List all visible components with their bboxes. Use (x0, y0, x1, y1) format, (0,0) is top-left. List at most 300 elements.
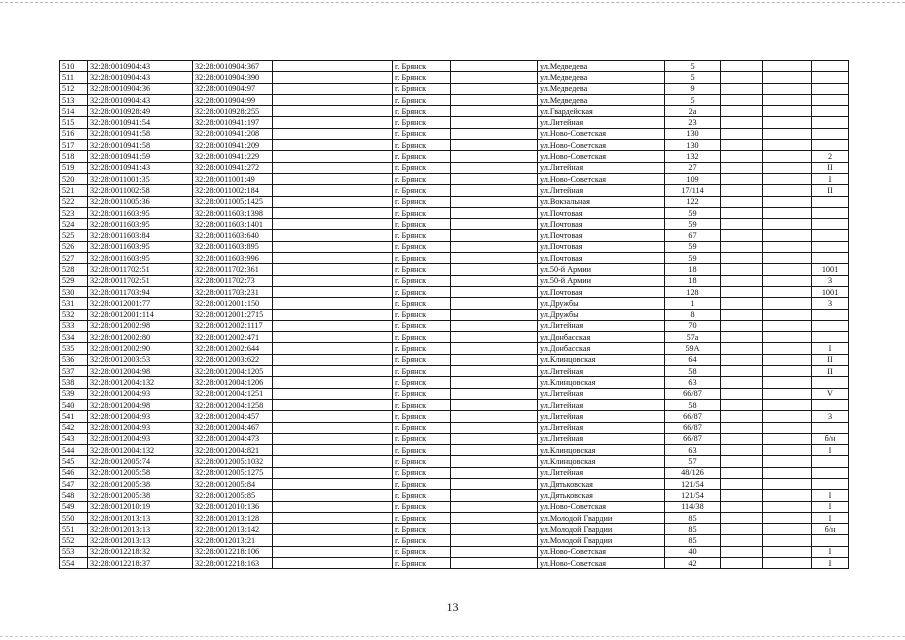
blank-cell-a (273, 162, 393, 173)
cadastral-number-cell: 32:28:0011603:1398 (193, 207, 273, 218)
cadastral-number-cell: 32:28:0012002:471 (193, 332, 273, 343)
street-cell: ул.Литейная (538, 320, 665, 331)
house-number-cell: 63 (665, 377, 721, 388)
cadastral-block-cell: 32:28:0011603:95 (88, 253, 193, 264)
blank-cell-d (763, 61, 812, 72)
blank-cell-a (273, 219, 393, 230)
city-cell: г. Брянск (393, 61, 451, 72)
apartment-cell: I (812, 546, 849, 557)
blank-cell-a (273, 106, 393, 117)
apartment-cell (812, 140, 849, 151)
street-cell: ул.Почтовая (538, 286, 665, 297)
table-row (60, 253, 849, 264)
cadastral-number-cell: 32:28:0012001:2715 (193, 309, 273, 320)
cadastral-number-cell: 32:28:0011702:361 (193, 264, 273, 275)
row-number-cell: 517 (60, 140, 88, 151)
city-cell: г. Брянск (393, 411, 451, 422)
blank-cell-a (273, 467, 393, 478)
street-cell: ул.Гвардейская (538, 106, 665, 117)
city-cell: г. Брянск (393, 388, 451, 399)
apartment-cell (812, 478, 849, 489)
blank-cell-c (721, 399, 763, 410)
blank-cell-b (451, 185, 538, 196)
apartment-cell: II (812, 354, 849, 365)
cadastral-block-cell: 32:28:0010941:58 (88, 128, 193, 139)
blank-cell-b (451, 478, 538, 489)
blank-cell-c (721, 106, 763, 117)
street-cell: ул.Ново-Советская (538, 173, 665, 184)
blank-cell-a (273, 546, 393, 557)
house-number-cell: 40 (665, 546, 721, 557)
blank-cell-b (451, 219, 538, 230)
apartment-cell (812, 128, 849, 139)
street-cell: ул.Ново-Советская (538, 501, 665, 512)
table-row (60, 298, 849, 309)
city-cell: г. Брянск (393, 162, 451, 173)
blank-cell-a (273, 490, 393, 501)
blank-cell-c (721, 524, 763, 535)
apartment-cell: 1001 (812, 264, 849, 275)
cadastral-number-cell: 32:28:0010941:209 (193, 140, 273, 151)
cadastral-number-cell: 32:28:0012004:1251 (193, 388, 273, 399)
row-number-cell: 548 (60, 490, 88, 501)
house-number-cell: 57 (665, 456, 721, 467)
street-cell: ул.Почтовая (538, 207, 665, 218)
blank-cell-c (721, 286, 763, 297)
blank-cell-c (721, 433, 763, 444)
blank-cell-a (273, 558, 393, 569)
cadastral-block-cell: 32:28:0012004:132 (88, 377, 193, 388)
cadastral-block-cell: 32:28:0011702:51 (88, 275, 193, 286)
cadastral-block-cell: 32:28:0010904:36 (88, 83, 193, 94)
row-number-cell: 529 (60, 275, 88, 286)
blank-cell-d (763, 558, 812, 569)
blank-cell-d (763, 264, 812, 275)
row-number-cell: 522 (60, 196, 88, 207)
row-number-cell: 543 (60, 433, 88, 444)
street-cell: ул.Вокзальная (538, 196, 665, 207)
street-cell: ул.Клинцовская (538, 445, 665, 456)
city-cell: г. Брянск (393, 422, 451, 433)
street-cell: ул.Ново-Советская (538, 140, 665, 151)
city-cell: г. Брянск (393, 94, 451, 105)
house-number-cell: 59 (665, 253, 721, 264)
house-number-cell: 2а (665, 106, 721, 117)
street-cell: ул.Почтовая (538, 241, 665, 252)
blank-cell-c (721, 151, 763, 162)
city-cell: г. Брянск (393, 253, 451, 264)
table-row (60, 512, 849, 523)
apartment-cell: 2 (812, 151, 849, 162)
row-number-cell: 514 (60, 106, 88, 117)
cadastral-number-cell: 32:28:0012002:1117 (193, 320, 273, 331)
row-number-cell: 552 (60, 535, 88, 546)
table-row (60, 83, 849, 94)
blank-cell-a (273, 298, 393, 309)
house-number-cell: 8 (665, 309, 721, 320)
blank-cell-a (273, 366, 393, 377)
cadastral-block-cell: 32:28:0011702:51 (88, 264, 193, 275)
house-number-cell: 5 (665, 61, 721, 72)
cadastral-block-cell: 32:28:0012005:58 (88, 467, 193, 478)
blank-cell-b (451, 264, 538, 275)
street-cell: ул.Донбасская (538, 332, 665, 343)
scan-edge-top (0, 2, 905, 4)
street-cell: ул.Литейная (538, 388, 665, 399)
apartment-cell: 3 (812, 275, 849, 286)
street-cell: ул.Ново-Советская (538, 128, 665, 139)
blank-cell-c (721, 298, 763, 309)
cadastral-block-cell: 32:28:0011603:95 (88, 207, 193, 218)
blank-cell-b (451, 72, 538, 83)
cadastral-block-cell: 32:28:0012002:90 (88, 343, 193, 354)
city-cell: г. Брянск (393, 399, 451, 410)
blank-cell-a (273, 128, 393, 139)
city-cell: г. Брянск (393, 433, 451, 444)
apartment-cell (812, 456, 849, 467)
cadastral-block-cell: 32:28:0011603:95 (88, 241, 193, 252)
house-number-cell: 59А (665, 343, 721, 354)
apartment-cell: 1001 (812, 286, 849, 297)
blank-cell-c (721, 343, 763, 354)
table-row (60, 241, 849, 252)
street-cell: ул.Литейная (538, 366, 665, 377)
apartment-cell (812, 535, 849, 546)
cadastral-number-cell: 32:28:0010928:255 (193, 106, 273, 117)
cadastral-number-cell: 32:28:0012001:150 (193, 298, 273, 309)
house-number-cell: 63 (665, 445, 721, 456)
blank-cell-d (763, 241, 812, 252)
row-number-cell: 510 (60, 61, 88, 72)
house-number-cell: 130 (665, 140, 721, 151)
table-row (60, 433, 849, 444)
table-row (60, 185, 849, 196)
blank-cell-a (273, 275, 393, 286)
table-row (60, 411, 849, 422)
table-row (60, 422, 849, 433)
table-row (60, 388, 849, 399)
apartment-cell: 3 (812, 298, 849, 309)
apartment-cell: I (812, 173, 849, 184)
blank-cell-b (451, 332, 538, 343)
house-number-cell: 70 (665, 320, 721, 331)
cadastral-block-cell: 32:28:0011703:94 (88, 286, 193, 297)
street-cell: ул.50-й Армии (538, 264, 665, 275)
table-row (60, 309, 849, 320)
blank-cell-a (273, 512, 393, 523)
cadastral-number-cell: 32:28:0011001:49 (193, 173, 273, 184)
cadastral-number-cell: 32:28:0011603:1401 (193, 219, 273, 230)
blank-cell-a (273, 185, 393, 196)
row-number-cell: 521 (60, 185, 88, 196)
blank-cell-b (451, 196, 538, 207)
blank-cell-c (721, 83, 763, 94)
row-number-cell: 541 (60, 411, 88, 422)
cadastral-block-cell: 32:28:0012004:132 (88, 445, 193, 456)
cadastral-number-cell: 32:28:0011603:895 (193, 241, 273, 252)
street-cell: ул.Дружбы (538, 309, 665, 320)
city-cell: г. Брянск (393, 275, 451, 286)
cadastral-number-cell: 32:28:0011603:640 (193, 230, 273, 241)
house-number-cell: 1 (665, 298, 721, 309)
house-number-cell: 66/87 (665, 411, 721, 422)
blank-cell-b (451, 467, 538, 478)
page-number: 13 (446, 600, 459, 614)
blank-cell-d (763, 275, 812, 286)
table-row (60, 128, 849, 139)
cadastral-number-cell: 32:28:0012003:622 (193, 354, 273, 365)
city-cell: г. Брянск (393, 196, 451, 207)
cadastral-number-cell: 32:28:0012013:21 (193, 535, 273, 546)
blank-cell-a (273, 411, 393, 422)
blank-cell-a (273, 422, 393, 433)
table-row (60, 106, 849, 117)
blank-cell-c (721, 230, 763, 241)
street-cell: ул.Ново-Советская (538, 558, 665, 569)
row-number-cell: 519 (60, 162, 88, 173)
blank-cell-b (451, 558, 538, 569)
apartment-cell (812, 309, 849, 320)
blank-cell-b (451, 512, 538, 523)
city-cell: г. Брянск (393, 106, 451, 117)
house-number-cell: 18 (665, 264, 721, 275)
cadastral-block-cell: 32:28:0012004:93 (88, 388, 193, 399)
blank-cell-d (763, 173, 812, 184)
blank-cell-b (451, 456, 538, 467)
blank-cell-c (721, 411, 763, 422)
cadastral-block-cell: 32:28:0010904:43 (88, 61, 193, 72)
table-row (60, 490, 849, 501)
street-cell: ул.50-й Армии (538, 275, 665, 286)
blank-cell-c (721, 377, 763, 388)
cadastral-number-cell: 32:28:0012218:163 (193, 558, 273, 569)
apartment-cell (812, 241, 849, 252)
city-cell: г. Брянск (393, 219, 451, 230)
blank-cell-d (763, 309, 812, 320)
street-cell: ул.Ново-Советская (538, 546, 665, 557)
cadastral-number-cell: 32:28:0010904:390 (193, 72, 273, 83)
apartment-cell: I (812, 501, 849, 512)
blank-cell-c (721, 467, 763, 478)
house-number-cell: 27 (665, 162, 721, 173)
blank-cell-c (721, 207, 763, 218)
house-number-cell: 130 (665, 128, 721, 139)
blank-cell-c (721, 173, 763, 184)
blank-cell-c (721, 219, 763, 230)
row-number-cell: 526 (60, 241, 88, 252)
apartment-cell: I (812, 445, 849, 456)
table-row (60, 219, 849, 230)
cadastral-block-cell: 32:28:0012003:53 (88, 354, 193, 365)
city-cell: г. Брянск (393, 546, 451, 557)
city-cell: г. Брянск (393, 524, 451, 535)
blank-cell-a (273, 83, 393, 94)
cadastral-number-cell: 32:28:0011702:73 (193, 275, 273, 286)
house-number-cell: 18 (665, 275, 721, 286)
cadastral-block-cell: 32:28:0011603:95 (88, 219, 193, 230)
cadastral-number-cell: 32:28:0010941:197 (193, 117, 273, 128)
blank-cell-d (763, 433, 812, 444)
blank-cell-d (763, 298, 812, 309)
apartment-cell: 3 (812, 411, 849, 422)
city-cell: г. Брянск (393, 354, 451, 365)
table-row (60, 501, 849, 512)
street-cell: ул.Клинцовская (538, 456, 665, 467)
street-cell: ул.Дятьковская (538, 490, 665, 501)
blank-cell-b (451, 377, 538, 388)
cadastral-number-cell: 32:28:0012218:106 (193, 546, 273, 557)
house-number-cell: 85 (665, 512, 721, 523)
table-row (60, 196, 849, 207)
row-number-cell: 516 (60, 128, 88, 139)
cadastral-block-cell: 32:28:0010928:49 (88, 106, 193, 117)
city-cell: г. Брянск (393, 286, 451, 297)
cadastral-block-cell: 32:28:0011001:35 (88, 173, 193, 184)
cadastral-number-cell: 32:28:0012004:467 (193, 422, 273, 433)
table-row (60, 535, 849, 546)
table-row (60, 377, 849, 388)
blank-cell-c (721, 253, 763, 264)
blank-cell-d (763, 185, 812, 196)
blank-cell-b (451, 117, 538, 128)
blank-cell-c (721, 162, 763, 173)
street-cell: ул.Клинцовская (538, 377, 665, 388)
blank-cell-c (721, 558, 763, 569)
house-number-cell: 122 (665, 196, 721, 207)
blank-cell-c (721, 264, 763, 275)
city-cell: г. Брянск (393, 512, 451, 523)
row-number-cell: 549 (60, 501, 88, 512)
blank-cell-c (721, 512, 763, 523)
row-number-cell: 546 (60, 467, 88, 478)
street-cell: ул.Литейная (538, 422, 665, 433)
blank-cell-d (763, 128, 812, 139)
blank-cell-b (451, 83, 538, 94)
cadastral-number-cell: 32:28:0012005:84 (193, 478, 273, 489)
table-row (60, 524, 849, 535)
city-cell: г. Брянск (393, 343, 451, 354)
city-cell: г. Брянск (393, 207, 451, 218)
blank-cell-c (721, 535, 763, 546)
row-number-cell: 542 (60, 422, 88, 433)
row-number-cell: 547 (60, 478, 88, 489)
blank-cell-a (273, 354, 393, 365)
cadastral-block-cell: 32:28:0012013:13 (88, 524, 193, 535)
blank-cell-b (451, 546, 538, 557)
city-cell: г. Брянск (393, 72, 451, 83)
apartment-cell (812, 467, 849, 478)
row-number-cell: 512 (60, 83, 88, 94)
city-cell: г. Брянск (393, 264, 451, 275)
apartment-cell (812, 117, 849, 128)
apartment-cell: V (812, 388, 849, 399)
blank-cell-c (721, 478, 763, 489)
blank-cell-b (451, 173, 538, 184)
cadastral-number-cell: 32:28:0011603:996 (193, 253, 273, 264)
apartment-cell (812, 61, 849, 72)
house-number-cell: 121/54 (665, 490, 721, 501)
cadastral-block-cell: 32:28:0012002:80 (88, 332, 193, 343)
blank-cell-b (451, 61, 538, 72)
blank-cell-c (721, 422, 763, 433)
row-number-cell: 515 (60, 117, 88, 128)
cadastral-block-cell: 32:28:0011603:84 (88, 230, 193, 241)
table-row (60, 94, 849, 105)
cadastral-block-cell: 32:28:0012001:77 (88, 298, 193, 309)
blank-cell-a (273, 94, 393, 105)
table-row (60, 558, 849, 569)
house-number-cell: 59 (665, 241, 721, 252)
blank-cell-c (721, 354, 763, 365)
blank-cell-d (763, 83, 812, 94)
blank-cell-a (273, 61, 393, 72)
row-number-cell: 535 (60, 343, 88, 354)
table-row (60, 332, 849, 343)
city-cell: г. Брянск (393, 140, 451, 151)
city-cell: г. Брянск (393, 558, 451, 569)
row-number-cell: 537 (60, 366, 88, 377)
table-row (60, 140, 849, 151)
blank-cell-c (721, 185, 763, 196)
row-number-cell: 528 (60, 264, 88, 275)
blank-cell-b (451, 535, 538, 546)
row-number-cell: 545 (60, 456, 88, 467)
blank-cell-d (763, 524, 812, 535)
blank-cell-b (451, 207, 538, 218)
blank-cell-d (763, 343, 812, 354)
blank-cell-a (273, 377, 393, 388)
city-cell: г. Брянск (393, 445, 451, 456)
blank-cell-d (763, 501, 812, 512)
street-cell: ул.Молодой Гвардии (538, 524, 665, 535)
apartment-cell: I (812, 343, 849, 354)
cadastral-block-cell: 32:28:0012218:32 (88, 546, 193, 557)
blank-cell-b (451, 343, 538, 354)
house-number-cell: 85 (665, 524, 721, 535)
row-number-cell: 527 (60, 253, 88, 264)
blank-cell-a (273, 433, 393, 444)
blank-cell-c (721, 320, 763, 331)
street-cell: ул.Дружбы (538, 298, 665, 309)
table-row (60, 275, 849, 286)
blank-cell-c (721, 94, 763, 105)
blank-cell-b (451, 524, 538, 535)
city-cell: г. Брянск (393, 456, 451, 467)
table-row (60, 151, 849, 162)
blank-cell-a (273, 173, 393, 184)
street-cell: ул.Литейная (538, 411, 665, 422)
cadastral-number-cell: 32:28:0012002:644 (193, 343, 273, 354)
row-number-cell: 511 (60, 72, 88, 83)
cadastral-block-cell: 32:28:0012218:37 (88, 558, 193, 569)
blank-cell-a (273, 117, 393, 128)
blank-cell-d (763, 151, 812, 162)
blank-cell-a (273, 445, 393, 456)
blank-cell-d (763, 162, 812, 173)
cadastral-block-cell: 32:28:0010904:43 (88, 72, 193, 83)
city-cell: г. Брянск (393, 230, 451, 241)
city-cell: г. Брянск (393, 320, 451, 331)
cadastral-block-cell: 32:28:0012004:98 (88, 399, 193, 410)
blank-cell-a (273, 230, 393, 241)
cadastral-block-cell: 32:28:0012004:93 (88, 422, 193, 433)
cadastral-block-cell: 32:28:0012004:98 (88, 366, 193, 377)
row-number-cell: 551 (60, 524, 88, 535)
blank-cell-a (273, 320, 393, 331)
table-row (60, 264, 849, 275)
table-row (60, 343, 849, 354)
cadastral-block-cell: 32:28:0012005:38 (88, 490, 193, 501)
